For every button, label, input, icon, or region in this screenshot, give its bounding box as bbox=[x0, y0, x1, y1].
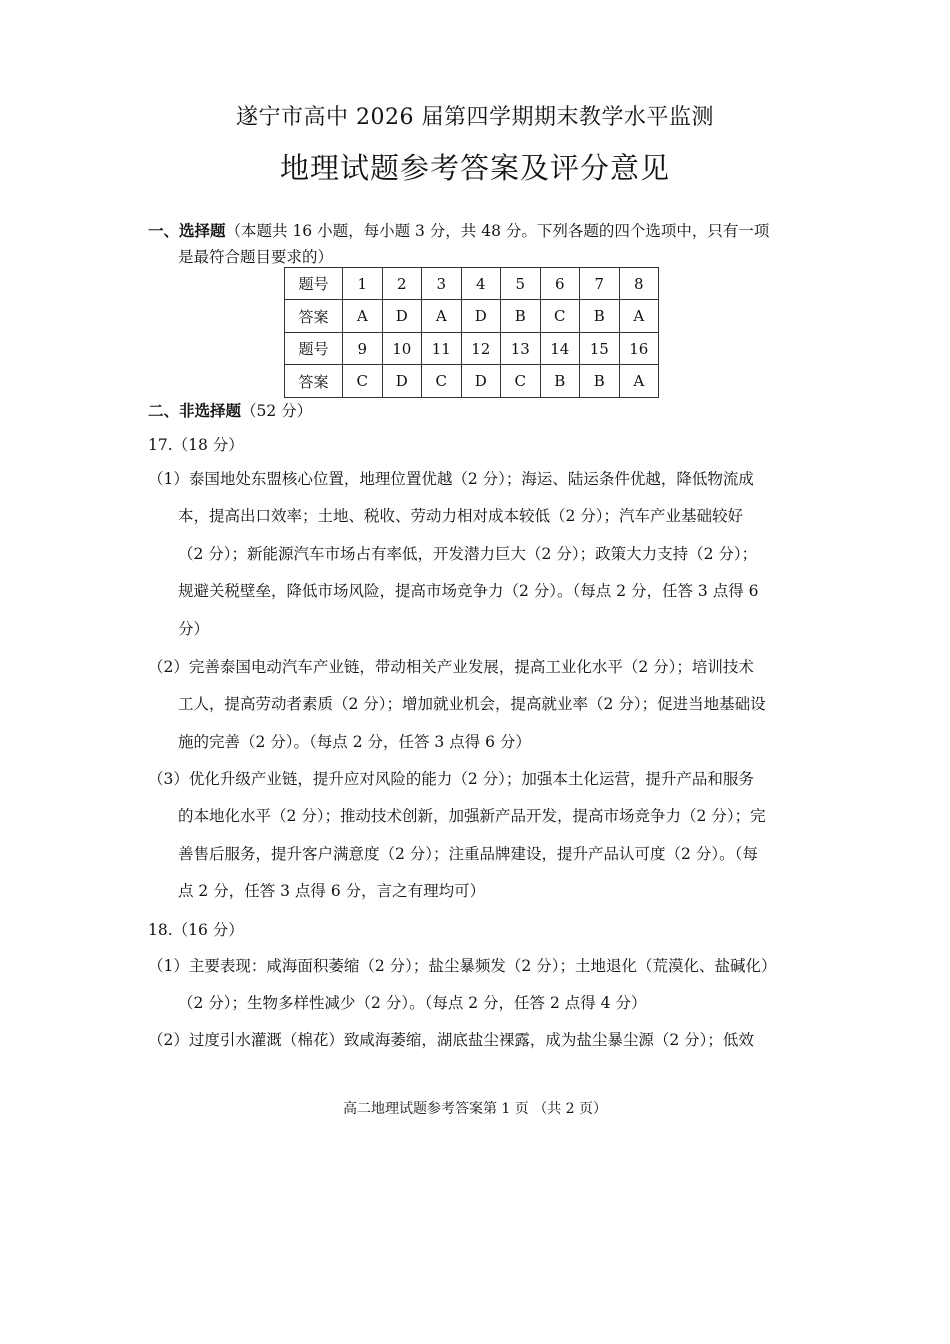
page-title: 遂宁市高中 2026 届第四学期期末教学水平监测 bbox=[236, 105, 714, 130]
answer-line: 的本地化水平（2 分）；推动技术创新，加强新产品开发，提高市场竞争力（2 分）；完 bbox=[178, 807, 766, 826]
q18-part-2 bbox=[148, 1022, 808, 1059]
table-cell: 14 bbox=[540, 333, 580, 365]
table-cell: 12 bbox=[461, 333, 501, 365]
answer-line: （2 分）；生物多样性减少（2 分）。（每点 2 分，任答 2 点得 4 分） bbox=[178, 994, 647, 1013]
section-multiple-choice bbox=[148, 218, 804, 270]
table-row bbox=[285, 365, 659, 398]
answer-line: （1）泰国地处东盟核心位置，地理位置优越（2 分）；海运、陆运条件优越，降低物流成 bbox=[148, 470, 754, 488]
table-row bbox=[285, 300, 659, 333]
table-cell: 5 bbox=[501, 268, 541, 300]
table-cell: D bbox=[461, 365, 501, 398]
answer-line: 分） bbox=[178, 619, 210, 638]
page-footer: 高二地理试题参考答案第 1 页 （共 2 页） bbox=[342, 1101, 608, 1117]
answer-line: （3）优化升级产业链，提升应对风险的能力（2 分）；加强本土化运营，提升产品和服务 bbox=[148, 770, 754, 788]
answer-line: 施的完善（2 分）。（每点 2 分，任答 3 点得 6 分） bbox=[178, 732, 531, 751]
table-row-header: 答案 bbox=[285, 365, 343, 398]
table-cell: 6 bbox=[540, 268, 580, 300]
answer-table bbox=[284, 267, 659, 398]
table-cell: A bbox=[619, 300, 659, 333]
answer-line: （2）完善泰国电动汽车产业链，带动相关产业发展，提高工业化水平（2 分）；培训技术 bbox=[148, 658, 754, 676]
answer-line: （2 分）；新能源汽车市场占有率低，开发潜力巨大（2 分）；政策大力支持（2 分）； bbox=[178, 544, 758, 563]
question-18-header: 18.（16 分） bbox=[148, 921, 244, 939]
table-row-header: 题号 bbox=[285, 268, 343, 300]
answer-line: （2）过度引水灌溉（棉花）致咸海萎缩，湖底盐尘裸露，成为盐尘暴尘源（2 分）；低效 bbox=[148, 1031, 754, 1049]
q18-part-1 bbox=[148, 948, 808, 1023]
q17-part-3 bbox=[148, 761, 808, 911]
answer-line: 本，提高出口效率；土地、税收、劳动力相对成本较低（2 分）；汽车产业基础较好 bbox=[178, 507, 744, 526]
answer-line: 工人，提高劳动者素质（2 分）；增加就业机会，提高就业率（2 分）；促进当地基础设 bbox=[178, 695, 766, 714]
table-cell: 15 bbox=[580, 333, 620, 365]
table-cell: B bbox=[540, 365, 580, 398]
section-mc-desc: （本题共 16 小题，每小题 3 分，共 48 分。下列各题的四个选项中，只有一项 bbox=[225, 222, 770, 240]
answer-line: 善售后服务，提升客户满意度（2 分）；注重品牌建设，提升产品认可度（2 分）。（每 bbox=[178, 844, 758, 863]
table-cell: 3 bbox=[422, 268, 462, 300]
table-cell: 8 bbox=[619, 268, 659, 300]
q17-part-2 bbox=[148, 649, 808, 761]
section-mc-label: 一、选择题 bbox=[148, 221, 226, 240]
table-cell: A bbox=[343, 300, 383, 333]
table-cell: D bbox=[461, 300, 501, 333]
table-cell: 1 bbox=[343, 268, 383, 300]
table-cell: 10 bbox=[382, 333, 422, 365]
table-cell: C bbox=[343, 365, 383, 398]
table-cell: 9 bbox=[343, 333, 383, 365]
q17-part-1 bbox=[148, 461, 808, 648]
table-cell: B bbox=[580, 300, 620, 333]
table-cell: 2 bbox=[382, 268, 422, 300]
table-cell: C bbox=[540, 300, 580, 333]
section-mc-line-1 bbox=[148, 218, 804, 244]
section-non-multiple-choice bbox=[148, 398, 312, 424]
table-cell: A bbox=[422, 300, 462, 333]
table-cell: D bbox=[382, 365, 422, 398]
section-nonmc-score: （52 分） bbox=[241, 402, 313, 420]
answer-line: 规避关税壁垒，降低市场风险，提高市场竞争力（2 分）。（每点 2 分，任答 3 点得 6 bbox=[178, 582, 759, 601]
section-nonmc-label: 二、非选择题 bbox=[148, 401, 242, 420]
answer-line: 点 2 分，任答 3 点得 6 分，言之有理均可） bbox=[178, 882, 486, 901]
table-cell: 13 bbox=[501, 333, 541, 365]
answer-line: （1）主要表现：咸海面积萎缩（2 分）；盐尘暴频发（2 分）；土地退化（荒漠化、盐碱化） bbox=[148, 957, 777, 975]
table-row bbox=[285, 268, 659, 300]
table-cell: 16 bbox=[619, 333, 659, 365]
table-row bbox=[285, 333, 659, 365]
section-mc-line-2: 是最符合题目要求的） bbox=[178, 248, 334, 266]
table-cell: A bbox=[619, 365, 659, 398]
table-cell: 7 bbox=[580, 268, 620, 300]
table-cell: 4 bbox=[461, 268, 501, 300]
table-row-header: 题号 bbox=[285, 333, 343, 365]
table-cell: C bbox=[501, 365, 541, 398]
table-cell: D bbox=[382, 300, 422, 333]
page-subtitle: 地理试题参考答案及评分意见 bbox=[279, 151, 670, 185]
table-cell: B bbox=[501, 300, 541, 333]
table-cell: B bbox=[580, 365, 620, 398]
question-17-header: 17.（18 分） bbox=[148, 436, 244, 454]
table-row-header: 答案 bbox=[285, 300, 343, 333]
table-cell: C bbox=[422, 365, 462, 398]
table-cell: 11 bbox=[422, 333, 462, 365]
